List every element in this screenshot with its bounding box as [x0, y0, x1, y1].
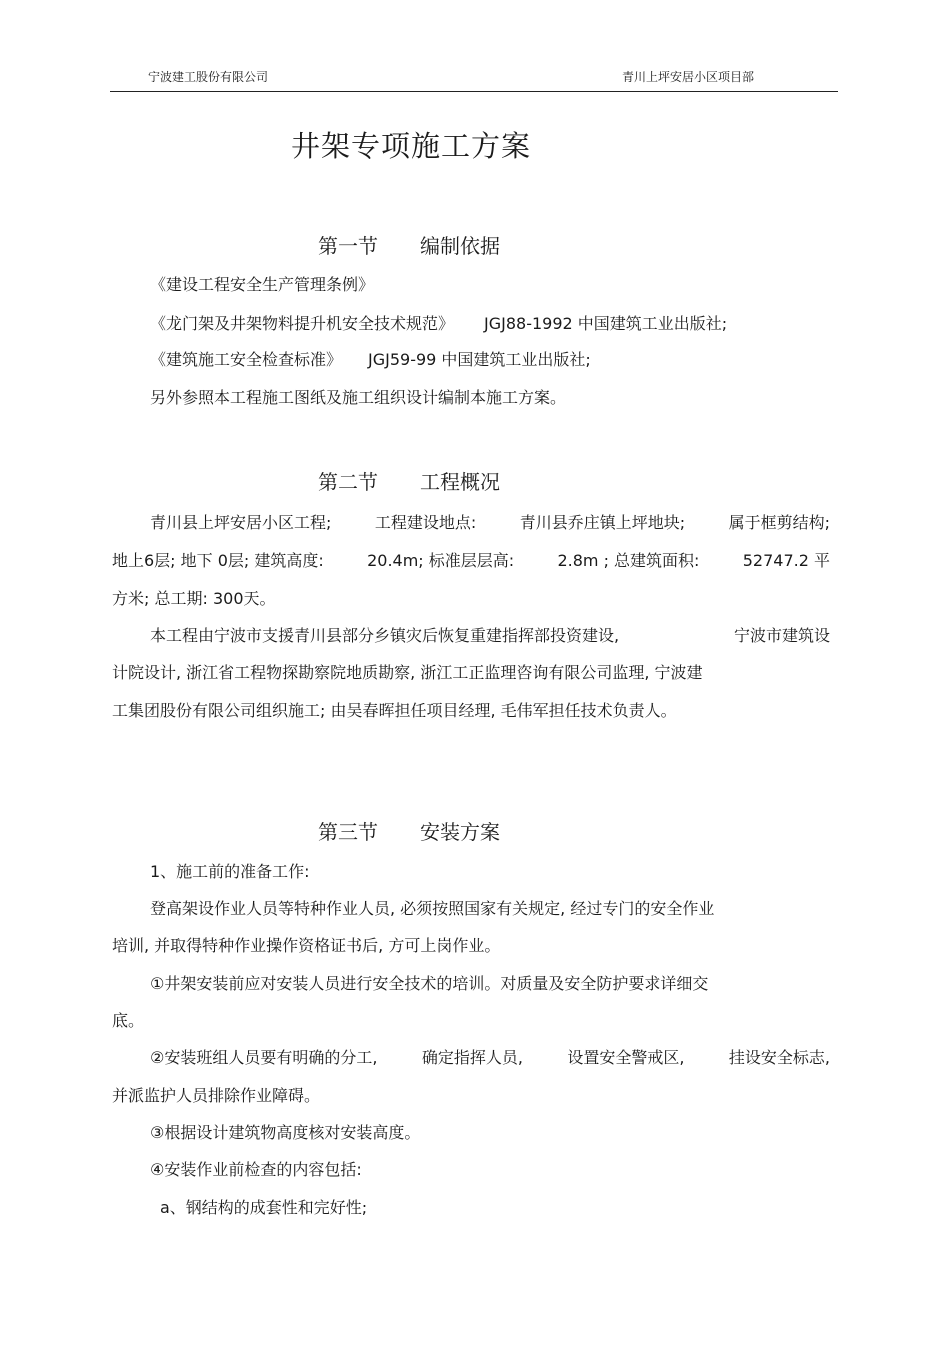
install-line-4: ①井架安装前应对安装人员进行安全技术的培训。对质量及安全防护要求详细交: [150, 974, 709, 993]
section-1-heading: [318, 230, 500, 259]
install-division: ②安装班组人员要有明确的分工,: [150, 1048, 378, 1067]
section-1-name: 编制依据: [420, 234, 500, 258]
reference-2-title: 《龙门架及井架物料提升机安全技术规范》: [150, 314, 455, 333]
install-line-5: 底。: [112, 1011, 145, 1030]
install-line-6: [150, 1048, 830, 1068]
install-commander: 确定指挥人员,: [421, 1048, 523, 1067]
reference-3: [150, 350, 591, 370]
install-warning-zone: 设置安全警戒区,: [567, 1048, 685, 1067]
install-line-2: 登高架设作业人员等特种作业人员, 必须按照国家有关规定, 经过专门的安全作业: [150, 899, 715, 918]
overview-investor: 本工程由宁波市支援青川县部分乡镇灾后恢复重建指挥部投资建设,: [150, 626, 620, 645]
section-3-number: 第三节: [318, 820, 378, 844]
overview-floors: 地上6层; 地下 0层; 建筑高度:: [112, 551, 324, 570]
overview-structure: 属于框剪结构;: [728, 513, 830, 532]
install-signs: 挂设安全标志,: [728, 1048, 830, 1067]
reference-4: 另外参照本工程施工图纸及施工组织设计编制本施工方案。: [150, 388, 567, 407]
section-1-number: 第一节: [318, 234, 378, 258]
overview-line-4: [150, 626, 830, 646]
install-line-9: ④安装作业前检查的内容包括:: [150, 1160, 362, 1179]
overview-location-label: 工程建设地点:: [374, 513, 477, 532]
reference-2: [150, 314, 727, 334]
overview-height: 20.4m; 标准层层高:: [367, 551, 515, 570]
reference-3-code: JGJ59-99 中国建筑工业出版社;: [368, 350, 591, 369]
header-divider: [110, 91, 838, 92]
overview-area: 52747.2 平: [742, 551, 830, 570]
section-2-heading: [318, 466, 500, 495]
overview-line-3: 方米; 总工期: 300天。: [112, 589, 276, 608]
install-line-8: ③根据设计建筑物高度核对安装高度。: [150, 1123, 421, 1142]
overview-line-5: 计院设计, 浙江省工程物探勘察院地质勘察, 浙江工正监理咨询有限公司监理, 宁波建: [112, 663, 703, 682]
reference-2-code: JGJ88-1992 中国建筑工业出版社;: [484, 314, 728, 333]
document-title: 井架专项施工方案: [291, 129, 532, 163]
section-3-heading: [318, 816, 500, 845]
reference-1: 《建设工程安全生产管理条例》: [150, 275, 375, 294]
install-item-1: 1、施工前的准备工作:: [150, 862, 310, 881]
section-3-name: 安装方案: [420, 820, 500, 844]
overview-line-6: 工集团股份有限公司组织施工; 由吴春晖担任项目经理, 毛伟军担任技术负责人。: [112, 701, 677, 720]
section-2-number: 第二节: [318, 470, 378, 494]
install-line-3: 培训, 并取得特种作业操作资格证书后, 方可上岗作业。: [112, 936, 501, 955]
install-line-7: 并派监护人员排除作业障碍。: [112, 1086, 321, 1105]
overview-line-1: [150, 513, 830, 533]
section-2-name: 工程概况: [420, 470, 500, 494]
overview-project-name: 青川县上坪安居小区工程;: [150, 513, 332, 532]
overview-location: 青川县乔庄镇上坪地块;: [519, 513, 686, 532]
reference-3-title: 《建筑施工安全检查标准》: [150, 350, 343, 369]
header-project: 青川上坪安居小区项目部: [622, 70, 755, 84]
overview-line-2: [112, 551, 830, 571]
install-line-10: a、钢结构的成套性和完好性;: [160, 1198, 368, 1217]
header-company: 宁波建工股份有限公司: [148, 70, 269, 84]
overview-designer: 宁波市建筑设: [733, 626, 830, 645]
overview-floor-height: 2.8m ; 总建筑面积:: [557, 551, 700, 570]
